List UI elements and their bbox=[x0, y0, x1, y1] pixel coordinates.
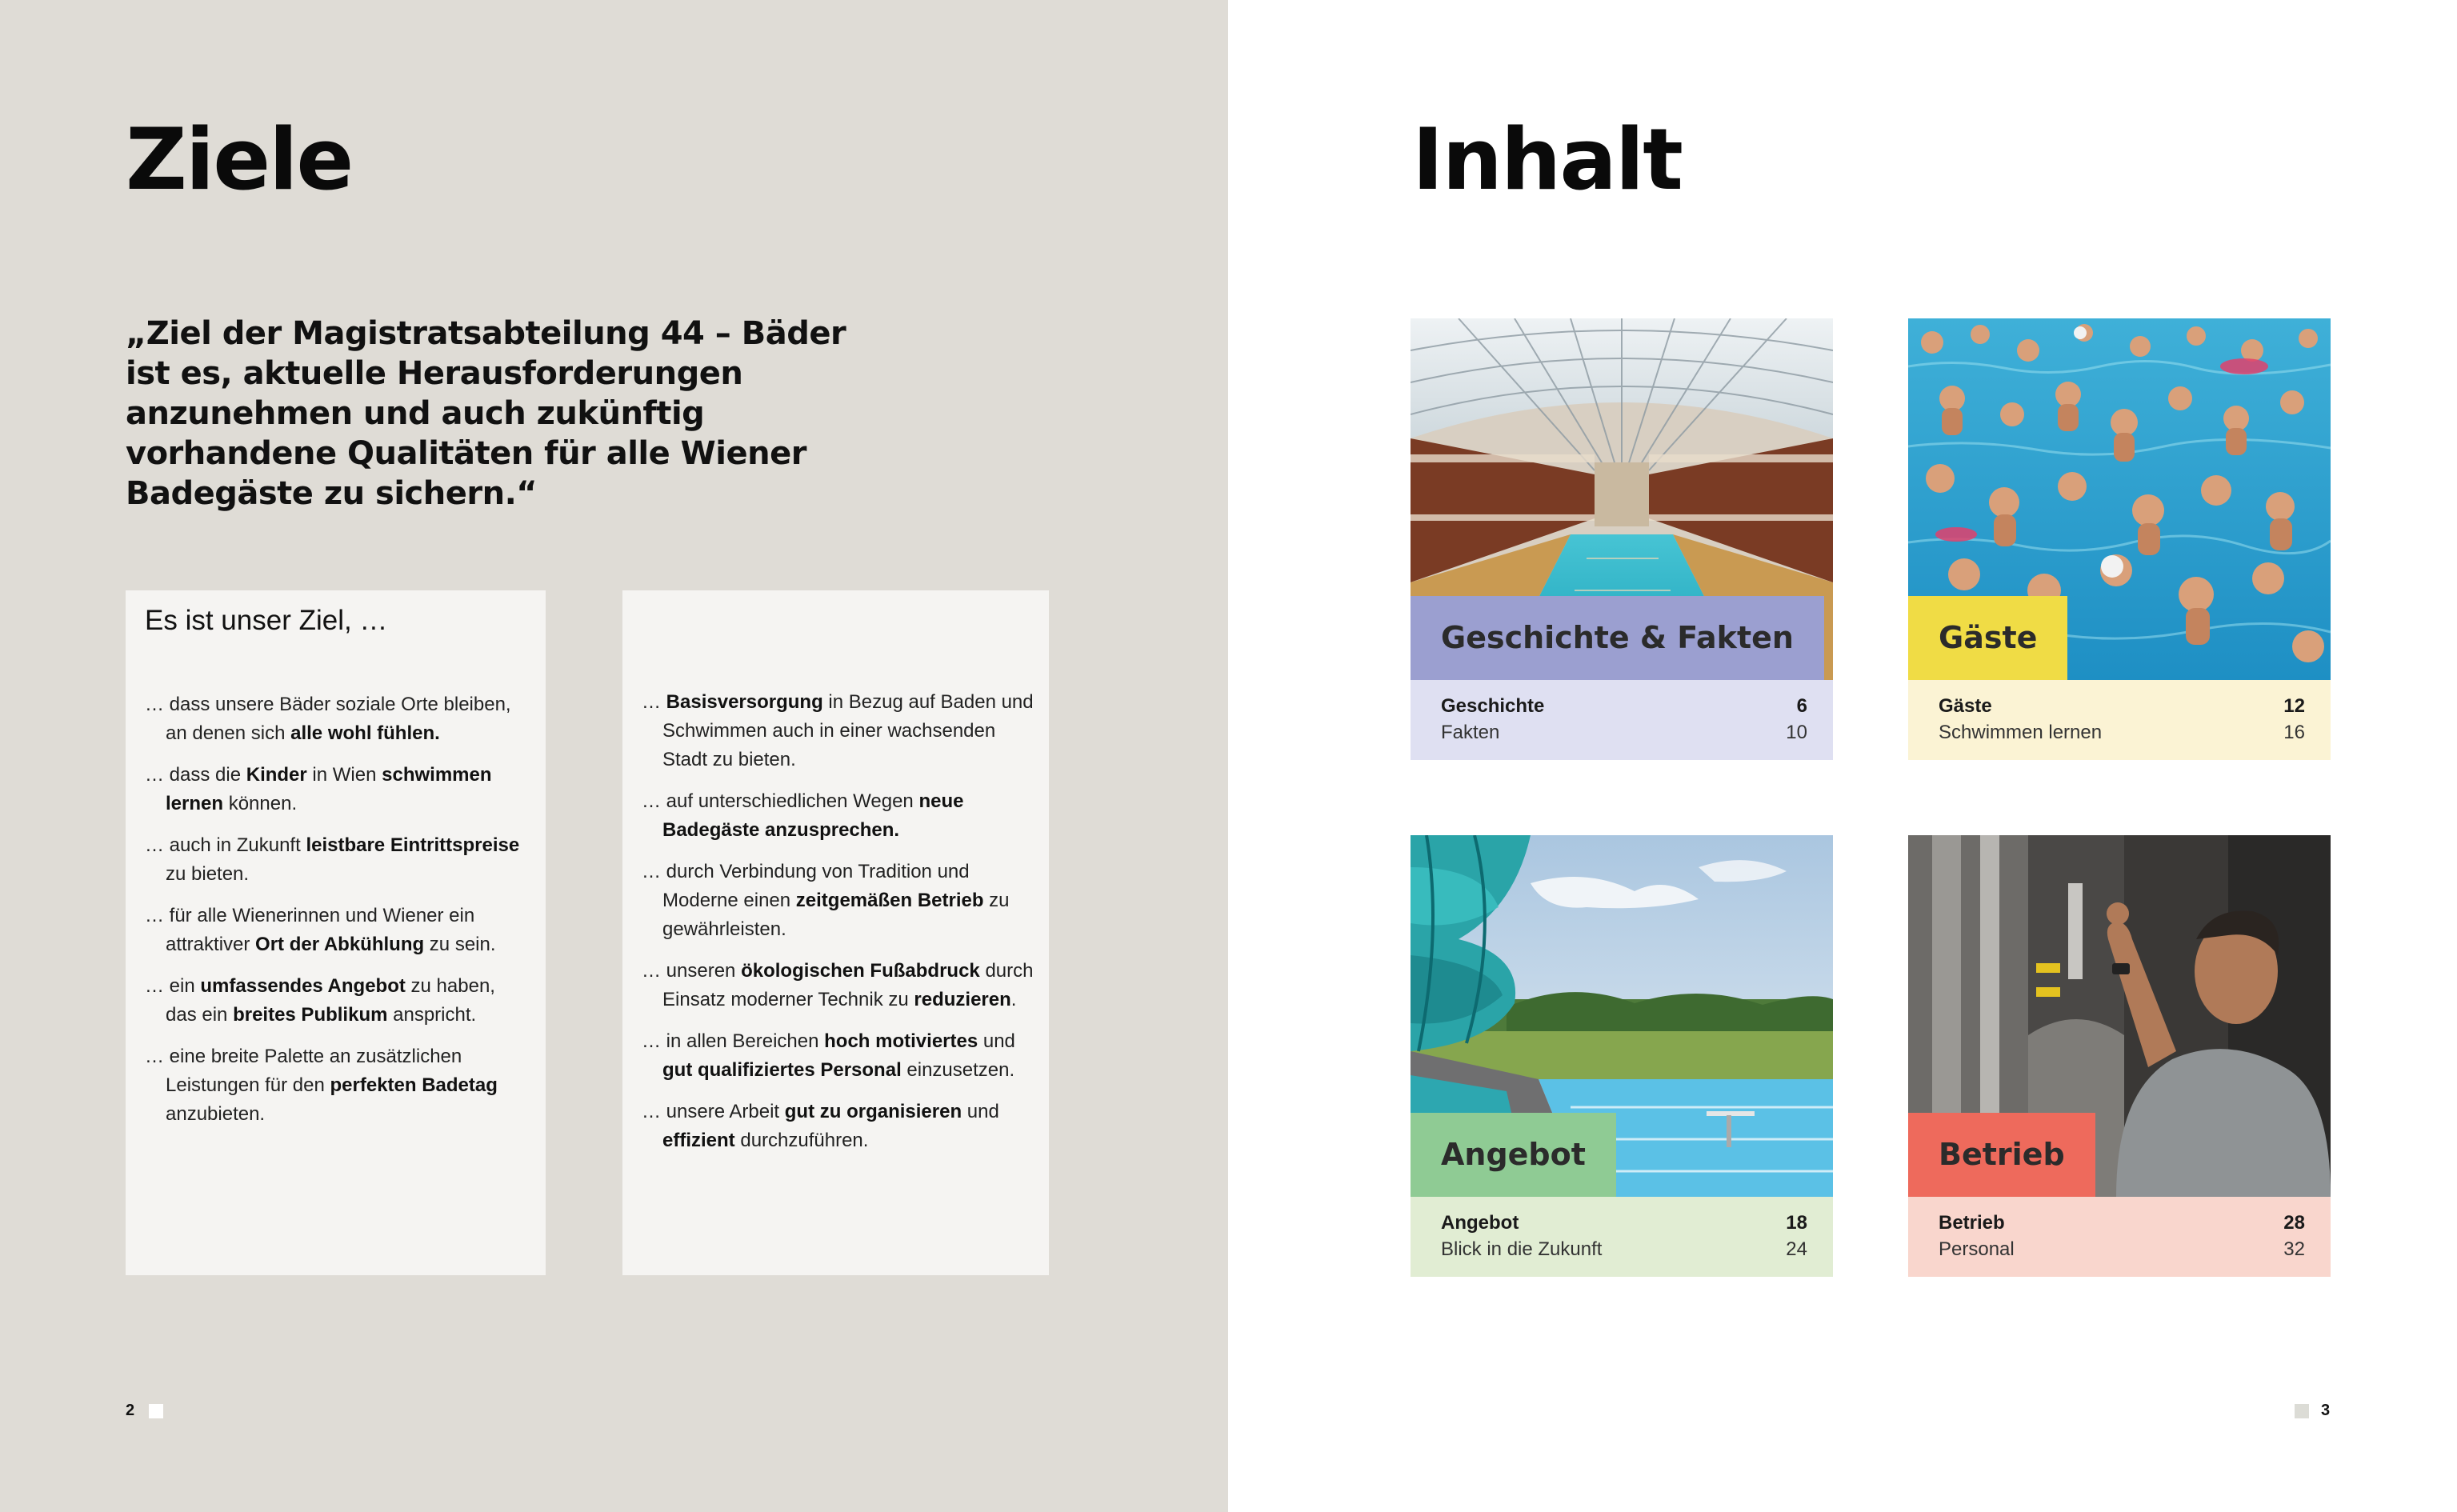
goal-text: … dass die bbox=[145, 764, 246, 786]
goal-text: … durch Verbindung von Tradition und Moderne einen bbox=[642, 861, 970, 911]
goal-emphasis: Ort der Abkühlung bbox=[255, 934, 425, 955]
goal-emphasis: zeitgemäßen Betrieb bbox=[795, 890, 984, 911]
toc-entry[interactable] bbox=[1441, 693, 1807, 719]
goal-text: … unsere Arbeit bbox=[642, 1101, 785, 1122]
toc-entry-page: 32 bbox=[2283, 1238, 2305, 1260]
chapter-label: Gäste bbox=[1908, 596, 2067, 680]
mission-quote: „Ziel der Magistratsabteilung 44 – Bäder ist es, aktuelle Herausforderungen anzunehmen und auch zukünftig vorhandene Qualitäten für alle Wiener Badegäste zu sichern.“ bbox=[126, 315, 846, 512]
chapter-label: Betrieb bbox=[1908, 1113, 2095, 1197]
chapter-card-gaeste[interactable] bbox=[1908, 318, 2331, 760]
goal-text: … unseren bbox=[642, 960, 742, 982]
goal-text: durch Einsatz moderner Technik zu bbox=[662, 960, 1034, 1010]
toc-entry-page: 18 bbox=[1786, 1212, 1807, 1234]
goal-emphasis: leistbare Eintrittspreise bbox=[306, 834, 520, 856]
toc-entry[interactable] bbox=[1441, 1210, 1807, 1236]
goal-text: durchzuführen. bbox=[734, 1130, 869, 1151]
toc-list bbox=[1411, 680, 1833, 760]
page-number-right: 3 bbox=[2321, 1402, 2331, 1419]
toc-entry-page: 28 bbox=[2283, 1212, 2305, 1234]
toc-entry-title: Angebot bbox=[1441, 1212, 1519, 1234]
goal-text: anspricht. bbox=[387, 1004, 477, 1026]
goal-emphasis: schwimmen lernen bbox=[166, 764, 492, 814]
goal-item bbox=[642, 1027, 1042, 1085]
goal-emphasis: gut qualifiziertes Personal bbox=[662, 1059, 902, 1081]
toc-entry-title: Blick in die Zukunft bbox=[1441, 1238, 1603, 1260]
goal-item bbox=[145, 761, 529, 818]
toc-entry[interactable] bbox=[1441, 719, 1807, 746]
toc-entry-page: 10 bbox=[1786, 722, 1807, 743]
toc-list bbox=[1908, 680, 2331, 760]
page-heading-inhalt: Inhalt bbox=[1412, 110, 1682, 209]
toc-entry[interactable] bbox=[1939, 719, 2305, 746]
goal-emphasis: neue Badegäste anzusprechen. bbox=[662, 790, 964, 841]
page-number-left: 2 bbox=[126, 1402, 135, 1419]
goal-item bbox=[145, 972, 529, 1030]
goal-text: zu haben, das ein bbox=[166, 975, 495, 1026]
goals-box-1 bbox=[126, 590, 546, 1275]
goal-text: einzusetzen. bbox=[901, 1059, 1015, 1081]
goal-text: … auch in Zukunft bbox=[145, 834, 306, 856]
goal-emphasis: Basisversorgung bbox=[666, 691, 823, 713]
toc-entry[interactable] bbox=[1939, 693, 2305, 719]
chapter-card-angebot[interactable] bbox=[1411, 835, 1833, 1277]
goal-text: … ein bbox=[145, 975, 201, 997]
goal-text: … auf unterschiedlichen Wegen bbox=[642, 790, 919, 812]
goal-text: und bbox=[978, 1030, 1015, 1052]
goal-text: . bbox=[1010, 989, 1017, 1010]
goal-item bbox=[642, 858, 1042, 944]
page-heading-ziele: Ziele bbox=[126, 110, 353, 209]
toc-entry-title: Betrieb bbox=[1939, 1212, 2005, 1234]
goal-emphasis: perfekten Badetag bbox=[330, 1074, 498, 1096]
left-page bbox=[0, 0, 1228, 1512]
goal-item bbox=[642, 957, 1042, 1014]
goal-text: in Wien bbox=[306, 764, 382, 786]
toc-entry[interactable] bbox=[1939, 1236, 2305, 1262]
goal-text: … dass unsere Bäder soziale Orte bleiben, an denen sich bbox=[145, 694, 511, 744]
goal-text: … bbox=[642, 691, 666, 713]
goal-item bbox=[642, 1098, 1042, 1155]
goal-text: … in allen Bereichen bbox=[642, 1030, 825, 1052]
toc-entry-title: Personal bbox=[1939, 1238, 2015, 1260]
goal-item bbox=[642, 688, 1042, 774]
goal-item bbox=[145, 1042, 529, 1129]
goal-emphasis: alle wohl fühlen. bbox=[290, 722, 440, 744]
toc-entry-page: 16 bbox=[2283, 722, 2305, 743]
toc-entry-title: Gäste bbox=[1939, 695, 1992, 717]
toc-entry-title: Schwimmen lernen bbox=[1939, 722, 2103, 743]
goal-text: anzubieten. bbox=[166, 1103, 266, 1125]
toc-entry[interactable] bbox=[1939, 1210, 2305, 1236]
chapter-label: Geschichte & Fakten bbox=[1411, 596, 1824, 680]
goal-item bbox=[642, 787, 1042, 845]
toc-entry-title: Geschichte bbox=[1441, 695, 1545, 717]
goal-item bbox=[145, 902, 529, 959]
goal-item bbox=[145, 690, 529, 748]
toc-entry[interactable] bbox=[1441, 1236, 1807, 1262]
toc-list bbox=[1908, 1197, 2331, 1277]
toc-entry-page: 24 bbox=[1786, 1238, 1807, 1260]
goal-emphasis: gut zu organisieren bbox=[784, 1101, 962, 1122]
goal-emphasis: umfassendes Angebot bbox=[200, 975, 406, 997]
goal-text: zu sein. bbox=[424, 934, 496, 955]
goal-text: … eine breite Palette an zusätzlichen Leistungen für den bbox=[145, 1046, 462, 1096]
goals-box-2 bbox=[622, 590, 1049, 1275]
toc-entry-page: 12 bbox=[2283, 695, 2305, 717]
goal-text: in Bezug auf Baden und Schwimmen auch in einer wachsenden Stadt zu bieten. bbox=[662, 691, 1034, 770]
goal-text: zu gewährleisten. bbox=[662, 890, 1010, 940]
goal-emphasis: ökologischen Fußabdruck bbox=[741, 960, 980, 982]
toc-entry-title: Fakten bbox=[1441, 722, 1500, 743]
goal-text: können. bbox=[223, 793, 298, 814]
chapter-card-betrieb[interactable] bbox=[1908, 835, 2331, 1277]
page-marker-square bbox=[2295, 1404, 2309, 1418]
chapter-card-geschichte-fakten[interactable] bbox=[1411, 318, 1833, 760]
toc-entry-page: 6 bbox=[1796, 695, 1807, 717]
goal-text: zu bieten. bbox=[166, 863, 250, 885]
goal-emphasis: breites Publikum bbox=[233, 1004, 388, 1026]
goal-emphasis: effizient bbox=[662, 1130, 735, 1151]
goals-list-1 bbox=[145, 690, 529, 1142]
toc-list bbox=[1411, 1197, 1833, 1277]
goal-item bbox=[145, 831, 529, 889]
goal-text: und bbox=[962, 1101, 999, 1122]
goals-box-title: Es ist unser Ziel, … bbox=[145, 605, 388, 636]
page-marker-square bbox=[149, 1404, 163, 1418]
goal-emphasis: reduzieren bbox=[914, 989, 1011, 1010]
goal-emphasis: hoch motiviertes bbox=[824, 1030, 978, 1052]
goal-emphasis: Kinder bbox=[246, 764, 307, 786]
chapter-label: Angebot bbox=[1411, 1113, 1616, 1197]
goal-text: … für alle Wienerinnen und Wiener ein attraktiver bbox=[145, 905, 475, 955]
goals-list-2 bbox=[642, 688, 1042, 1168]
